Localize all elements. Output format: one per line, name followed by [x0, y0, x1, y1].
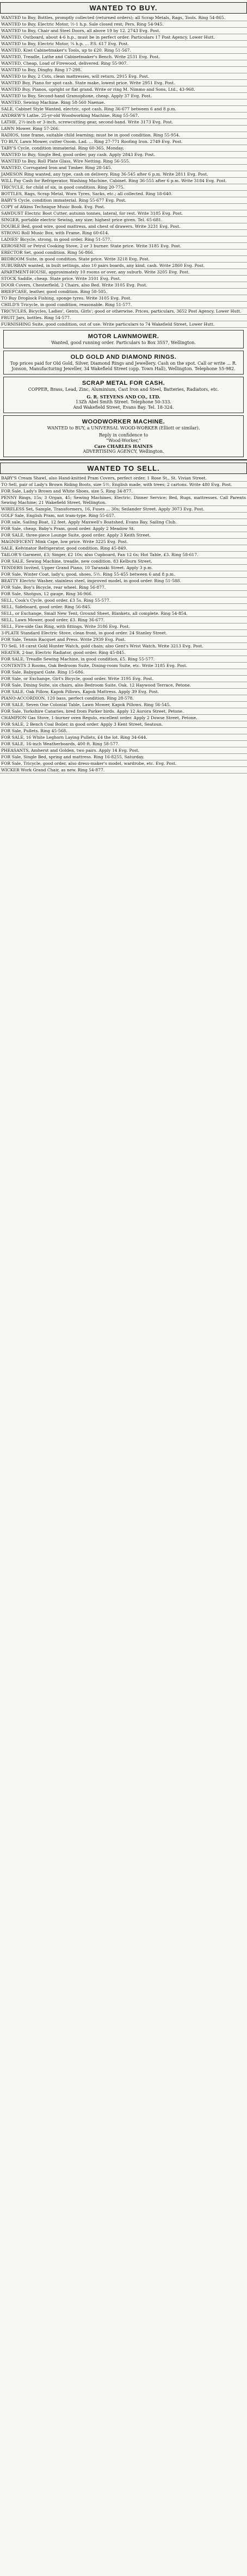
motor-mower-title: MOTOR LAWNMOWER.: [88, 333, 159, 340]
wanted-to-buy-heading: WANTED TO BUY.: [0, 2, 247, 14]
classified-ad: FOR Sale, Yorkshire Canaries, bred from Parker birds. Apply 12 Aurora Street, Petone.: [0, 708, 247, 715]
classified-ad: CHAMPION Gas Stove, 1-burner oven Regulo, excellent order. Apply 2 Dowse Street, Petone.: [0, 715, 247, 721]
woodworker-agency: ADVERTISING AGENCY, Wellington.: [83, 449, 164, 454]
old-gold-ad: [3, 351, 244, 375]
classified-ad: TO Sell, 18 carat Gold Hunter Watch, gold chain; also Gent's Wrist Watch. Write 3213 Evg. Post.: [0, 643, 247, 650]
classified-ad: TENDERS Invited, Upper Grand Piano, 10 Taranaki Street. Apply 3 p.m.: [0, 565, 247, 571]
classified-ad: FOR Sale, or Exchange, Girl's Bicycle, good order. Write 3195 Evg. Post.: [0, 676, 247, 682]
classified-ad: SELL, Sideboard, good order. Ring 56-845.: [0, 604, 247, 610]
woodworker-care: Care CHARLES HAINES: [94, 444, 153, 449]
classified-ad: FOR SALE, 16 White Leghorn Laying Pullets, £4 the lot. Ring 34-644.: [0, 734, 247, 741]
section-divider: [0, 459, 247, 460]
classified-ad: SALE, Kelvinator Refrigerator, good condition. Ring 45-849.: [0, 545, 247, 552]
classified-ad: 3-PLATE Standard Electric Stove, clean front, in good order. 24 Stanley Street.: [0, 630, 247, 637]
classified-ad: RADIOS, tone frame, suitable child learning; must be in good condition. Ring 55-954.: [0, 132, 247, 139]
classified-ad: BRIEFCASE, leather, good condition. Ring 58-505.: [0, 289, 247, 295]
classified-ad: WILL Pay Cash for Refrigerator, Washing Machine, Cabinet. Ring 36-555 after 6 p.m. Write 3184 Evg. Post.: [0, 178, 247, 184]
classified-ad: FRUIT Jars, bottles. Ring 54-577.: [0, 315, 247, 321]
classified-ad: TAILOR'S Garment, £3; Singer, £2 10s; also Cupboard, Fan 12 6s; Hot Table, £3. Ring 58-617.: [0, 552, 247, 558]
classified-ad: STRONG Roll Music Box, with Frame. Ring 60-614.: [0, 230, 247, 236]
motor-mower-ad: [3, 330, 244, 348]
classified-ad: WICKER Work Grand Chair, as new. Ring 54-877.: [0, 767, 247, 774]
classified-ad: SAWDUST Electric Boot Cutter, autumn tonnes, lateral, for rest. Write 3185 Evg. Post.: [0, 210, 247, 217]
classified-ad: SALE, Cabinet Style Wanted, electric, spot cash. Ring 36-677 between 6 and 8 p.m.: [0, 106, 247, 113]
woodworker-box: "Wood-Worker,": [106, 438, 141, 443]
classified-ad: WANTED to Buy, Single Bed, good order, pay cash. Apply 2843 Evg. Post.: [0, 152, 247, 158]
classified-ad: FOR SALE, Treadle Sewing Machine, in good condition, £5. Ring 55-577.: [0, 656, 247, 663]
old-gold-body: Top prices paid for Old Gold, Silver, Diamond Rings and Jewellery. Cash on the spot. Call or write ... R. Jonson, Manufacturing Jeweller, 34 Wakefield Street (opp. Town Hall), Wellington. Telephone 55-982.: [10, 361, 237, 371]
classified-ad: SUBURBAN wanted, in built settings, also 10 pairs boards, any kind, cash. Write 2860 Evg. Post.: [0, 263, 247, 269]
classified-ad: FOR SALE, 16-inch Weatherboards, 400 ft. Ring 58-577.: [0, 741, 247, 747]
classified-ad: WANTED, Kiwi Cabinetmaker's Tools, up to £20. Ring 51-567.: [0, 47, 247, 54]
scrap-metal-ad: [3, 377, 244, 413]
classified-ad: SELL, Lawn Mower, good order, £3. Ring 36-677.: [0, 617, 247, 623]
classified-ad: WANTED, Corrugated Iron and Timber. Ring 28-545.: [0, 165, 247, 171]
classified-ad: FOR Sale, Single Bed, spring and mattress. Ring 16-8255, Saturday.: [0, 754, 247, 760]
classified-ad: TRICYCLES, Bicycles, Ladies', Gents, Girls'; good or otherwise. Prices, particulars, 3652 Post Agency, Lower Hutt.: [0, 308, 247, 315]
motor-mower-body: Wanted, good running order. Particulars to Box 3557, Wellington.: [51, 340, 196, 345]
classified-ad: BEATTY Electric Washer, stainless steel, improved model, in good order. Ring 51-588.: [0, 578, 247, 584]
scrap-metal-address2: And Wakefield Street, Evans Bay. Tel. 18-324.: [73, 405, 174, 410]
classified-ad: FOR Sale, Tennis Racquet and Press. Write 2939 Evg. Post.: [0, 637, 247, 643]
classified-ad: HEATER, 2-bar, Electric Radiator, good order. Ring 45-845.: [0, 650, 247, 656]
classified-ad: STOCK Saddle, cheap. State price. Write 3101 Evg. Post.: [0, 276, 247, 282]
classified-ad: FOR Sale, Shotgun, 12 gauge, Ring 36-966.: [0, 591, 247, 597]
scrap-metal-title: SCRAP METAL FOR CASH.: [82, 380, 165, 386]
classified-ad: TO Sell, pair of Lady's Brown Riding Boots, size 5½, English made, with trees; 2 cartons. Write 480 Evg. Post.: [0, 482, 247, 488]
classified-ad: PIANO-ACCORDION, 120 bass, perfect condition. Ring 28-578.: [0, 695, 247, 702]
classified-ad: WANTED to Buy, Chair and Steel Doors, all above 19 by 12. 2743 Evg. Post.: [0, 28, 247, 34]
classified-ad: FOR Sale, Pullets. Ring 45-568.: [0, 728, 247, 734]
classified-ad: PHEASANTS, Amherst and Golden, two pairs. Apply 14 Evg. Post.: [0, 747, 247, 754]
scrap-metal-address: 13Zh Abel Smith Street. Telephone 50-333.: [76, 400, 171, 404]
classified-ad: BABY'S Cream Shawl, also Hand-knitted Pram Covers, perfect order. 1 Rose St., St. Vivian Street.: [0, 475, 247, 482]
classified-ad: TABY'S Cycle, condition immaterial. Ring 60-365, Monday.: [0, 145, 247, 152]
classified-ad: FURNISHING Suite, good condition, out of use. Write particulars to 74 Wakefield Street, Lower Hutt.: [0, 321, 247, 328]
classified-ad: FOR Sale, Dining Suite, six chairs, also Bedroom Suite, Oak. 12 Haywood Terrace, Petone.: [0, 682, 247, 689]
classified-ad: LATHE, 2½-inch or 3-inch, screwcutting gear, second-hand. Write 3173 Evg. Post.: [0, 119, 247, 126]
classified-ad: SINGER, portable electric Sewing, any size; highest price given. Tel. 65-681.: [0, 217, 247, 223]
classified-ad: WANTED Buy, Pianos, upright or flat grand. Write or ring M. Nimmo and Sons, Ltd., 43-968.: [0, 86, 247, 93]
classified-ad: WANTED to Buy, Electric Motor, ¼ h.p. ... P.S. 617 Evg. Post.: [0, 41, 247, 47]
classified-ad: FOR Sale, cheap, Baby's Pram, good order. Apply 2 Meadow St.: [0, 526, 247, 532]
classified-ad: FOR Sale, Tricycle, good order, also dress-maker's model, wardrobe, etc. Evg. Post.: [0, 760, 247, 767]
classified-ad: TRICYCLE, for child of six, in good condition. Ring 20-775.: [0, 184, 247, 191]
classified-ad: JAMESON Ring wanted, any type, cash on delivery. Ring 36-545 after 6 p.m. Write 2811 Evg. Post.: [0, 171, 247, 178]
classified-ad: WIRELESS Set, Sample, Transformers, 16, Fuses ... 30s; Seilander Street. Apply 3073 Evg. Post.: [0, 506, 247, 513]
classified-ad: TO Buy Droplock Fishing, sponge tyres. Write 3105 Evg. Post.: [0, 295, 247, 302]
scrap-metal-firm: G. R. STEVENS AND CO., LTD.: [87, 394, 160, 400]
classified-ad: APARTMENT-HOUSE, approximately 10 rooms or over, any suburb. Write 3205 Evg. Post.: [0, 269, 247, 276]
classified-ad: FOR Sale, Winter Coat, lady's; good, shoes, 5½. Ring 55-455 between 6 and 8 p.m.: [0, 571, 247, 578]
classified-ad: LADIES' Bicycle, strong, in good order. Ring 51-577.: [0, 236, 247, 243]
classified-ad: LAWN Mower. Ring 57-266.: [0, 126, 247, 132]
classified-ad: COPY of Atkins Technique Music Book. Evg. Post.: [0, 204, 247, 210]
woodworker-reply: Reply in confidence to: [98, 433, 149, 438]
classified-ad: WANTED to Buy, Dinghy. Ring 17-298.: [0, 67, 247, 73]
classified-ad: SELL, Cook's Cycle, good order. £3 5s. Ring 55-577.: [0, 597, 247, 604]
wanted-to-sell-list: [0, 475, 247, 774]
woodworker-body: WANTED to BUY, a UNIVERSAL WOOD-WORKER (Elliott or similar).: [47, 426, 200, 431]
classified-ad: FOR SALE, Sewing Machine, treadle, new condition. 83 Kelburn Street.: [0, 558, 247, 565]
classified-ad: FOR SALE, three-piece Lounge Suite, good order. Apply 3 Keith Street.: [0, 532, 247, 539]
classified-ad: MAGNIFICENT Mink Cape, low price. Write 3225 Evg. Post.: [0, 539, 247, 545]
classified-ad: ERECTOR Set, good condition. Ring 56-866.: [0, 250, 247, 256]
woodworker-ad: [3, 415, 244, 457]
woodworker-title: WOODWORKER MACHINE.: [82, 419, 165, 425]
classified-ad: TO BUY, Lawn Mower, cutter Ooom. Lad. ... Ring 27-771 Roofing Iron. 2749 Evg. Post.: [0, 139, 247, 145]
classified-ad: ANDREW'S Lathe. 25-yr-old Woodworking Machine. Ring 55-567.: [0, 113, 247, 119]
classified-ad: KEROSENE or Petrol Cooking Stove, 2 or 3 burner. State price. Write 3185 Evg. Post.: [0, 243, 247, 250]
old-gold-title: OLD GOLD AND DIAMOND RINGS.: [70, 354, 177, 360]
classified-ad: DOOR Covers, Chesterfield, 2 Chairs, also Bed. Write 3105 Evg. Post.: [0, 282, 247, 289]
classified-ad: FOR SALE, 2 Bench Coal Boiler, in good order. Apply 3 Kent Street, Seatoun.: [0, 721, 247, 728]
classified-ad: WANTED to Buy, Electric Motor, ½-1 h.p. Sale closed rest; Pers. Ring 54-945.: [0, 21, 247, 28]
classified-ad: FOR sale, Sailing Boat, 12 feet. Apply Maxwell's Boatshed, Evans Bay, Sailing Club.: [0, 519, 247, 526]
classified-ad: WANTED to Buy, Bottles, promptly collected (returned orders); all Scrap Metals, Rags, Tools. Ring 54-865.: [0, 15, 247, 21]
classified-ad: BABY'S Cycle, condition immaterial. Ring 55-677 Evg. Post.: [0, 197, 247, 204]
classified-ad: WANTED to Buy, 2 Cots, clean mattresses, will return. 2915 Evg. Post.: [0, 73, 247, 80]
classified-ad: FOR SALE, Oak Pillow, Kapok Pillows, Kapok Mattress. Apply 39 Evg. Post.: [0, 689, 247, 695]
classified-ad: WANTED, Treadle, Lathe and Cabinetmaker's Bench. Write 2531 Evg. Post.: [0, 54, 247, 60]
classified-ad: BEDROOM Suite, in good condition. State price. Write 3218 Evg. Post.: [0, 256, 247, 263]
classified-ad: CONTENTS 3 Rooms, Oak Bedroom Suite, Dining-room Suite, etc. Write 3185 Evg. Post.: [0, 663, 247, 669]
classified-ad: BOTTLES, Rags, Scrap Metal, Worn Tyres, Sacks, etc.; all collected. Ring 18-640.: [0, 191, 247, 197]
classified-ad: WANTED, Sewing Machine. Ring 58-560 Naenae.: [0, 99, 247, 106]
classified-ad: FOR SALE, Seven One Colonial Table, Lawn Mower, Kapok Pillows. Ring 56-545.: [0, 702, 247, 708]
classified-ad: GOLF Sale, English Pram, not tram-type. Ring 55-657.: [0, 513, 247, 519]
classified-ad: WANTED, Outboard, about 4-6 h.p., must be in perfect order. Particulars 17 Post Agency, Lower Hutt.: [0, 34, 247, 41]
classified-ad: FOR Sale, Lady's Brown and White Shoes, size 5. Ring 34-877.: [0, 488, 247, 495]
classified-ad: WANTED to Buy, Roll Plate Glass, Wire Netting. Ring 56-555.: [0, 158, 247, 165]
classified-ad: WANTED to Buy, Second-hand Gramophone, cheap. Apply 37 Evg. Post.: [0, 93, 247, 99]
classified-ad: WANTED, Cheap, Load of Firewood, delivered. Ring 55-907.: [0, 60, 247, 67]
classified-ad: DOUBLE Bed, good wire, good mattress, and chest of drawers. Write 3231 Evg. Post.: [0, 223, 247, 230]
wanted-to-buy-list: [0, 15, 247, 328]
classified-ad: FOR Sale, Boy's Bicycle, rear wheel. Ring 56-877.: [0, 584, 247, 591]
classified-ad: SELL, Fire-side Gas Ring, with fittings. Write 3186 Evg. Post.: [0, 623, 247, 630]
classified-ad: SELL, or Exchange, Small New Tent, Ground Sheet, Blankets, all complete. Ring 54-854.: [0, 610, 247, 617]
classified-ad: CHILD'S Tricycle, in good condition, reasonable. Ring 51-577.: [0, 302, 247, 308]
classified-ad: PENNY Rings, 15s; 3 Organ, 45; Sewing Machines, Electric, Dinner Service; Bed, Rugs, mattresses. Call Parents Sewing Machine; 21 Wakefield Street, Wellington.: [1, 495, 246, 505]
scrap-metal-body: COPPER, Brass, Lead, Zinc, Aluminium, Cast Iron and Steel, Batteries, Radiators, etc.: [28, 387, 219, 392]
classified-ad: FOR Sale, Babygard Gate. Ring 15-686.: [0, 669, 247, 676]
classified-ad: WANTED Buy, Piano for spot cash. State make, lowest price. Write 2951 Evg. Post.: [0, 80, 247, 86]
wanted-to-sell-heading: WANTED TO SELL.: [0, 463, 247, 474]
